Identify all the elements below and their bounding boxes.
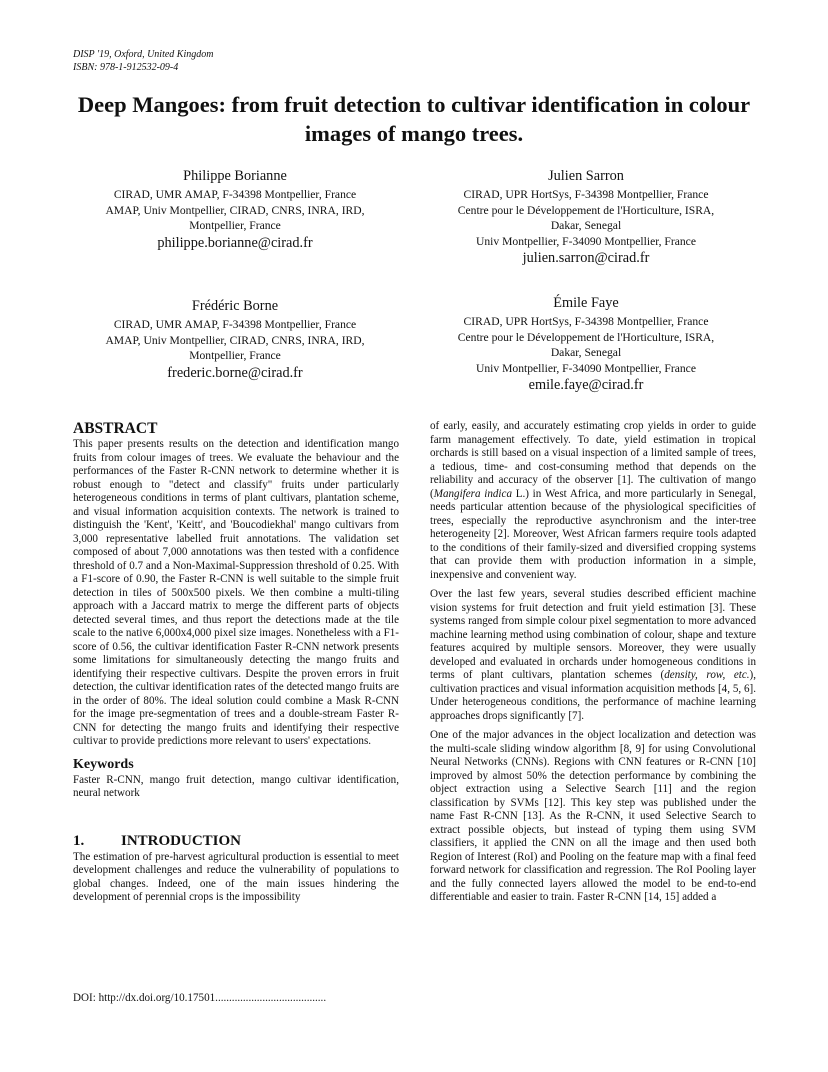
author-email: julien.sarron@cirad.fr [522,250,650,267]
author-block [421,167,751,267]
author-affiliation-line: Centre pour le Développement de l'Horticulture, ISRA, [457,330,715,344]
author-block [70,167,400,252]
author-affiliation-line: CIRAD, UPR HortSys, F-34398 Montpellier, France [463,315,709,328]
paper-title: Deep Mangoes: from fruit detection to cultivar identification in colour images of mango trees. [77,92,751,146]
introduction-heading [73,833,399,850]
author-affiliation-line: Dakar, Senegal [550,346,622,360]
author-affiliation-line: Univ Montpellier, F-34090 Montpellier, France [476,234,696,248]
italic-text: density, row, etc. [664,669,750,681]
running-header [73,48,213,74]
author-name: Frédéric Borne [191,298,279,314]
introduction-paragraph: Over the last few years, several studies described efficient machine vision systems for fruit detection and fruit yield estimation [3]. These systems ranged from simple colour pixel segmentation to more advanced machine learning method using combination of colour, shape and texture features acquired by multiple sensors. Moreover, they were usually developed and evaluated in orchards under homogeneous conditions in terms of plant cultivars, plantation schemes (density, row, etc.), cultivation practices and visual information acquisition methods [4, 5, 6]. Under heterogeneous conditions, the performance of machine learning approaches drops significantly [7]. [430,588,756,722]
author-email: frederic.borne@cirad.fr [167,364,303,381]
author-email: emile.faye@cirad.fr [528,377,644,394]
author-affiliation-line: CIRAD, UMR AMAP, F-34398 Montpellier, France [113,318,357,331]
author-name: Émile Faye [553,295,619,311]
author-block [70,297,400,382]
author-name: Julien Sarron [548,168,624,184]
author-name: Philippe Borianne [183,168,287,184]
introduction-paragraph: One of the major advances in the object localization and detection was the multi-scale sliding window algorithm [8, 9] for using Convolutional Neural Networks (CNNs). Regions with CNN features or R-CNN [10] improved by almost 50% the detection performance by combining the object extraction using a Selective Search [11] and the region classification by SVMs [12]. This key step was published under the name Fast R-CNN [13]. As the R-CNN, it used Selective Search to extract possible objects, but instead of typing them using SVM classifiers, it applied the CNN on all the image and then used both Region of Interest (RoI) and Pooling on the feature map with a final feed forward network for classification and regression. The RoI Pooling layer and the fully connected layers allowed the model to be end-to-end differentiable and easier to train. Faster R-CNN [14, 15] added a [430,729,756,903]
author-email: philippe.borianne@cirad.fr [157,234,313,251]
keywords-heading: Keywords [73,756,134,772]
conference-line: DISP '19, Oxford, United Kingdom [73,49,214,60]
author-affiliation-line: Montpellier, France [189,349,281,363]
author-affiliation-line: Dakar, Senegal [550,219,622,233]
author-affiliation-line: Centre pour le Développement de l'Horticulture, ISRA, [457,203,715,217]
author-affiliation-line: Univ Montpellier, F-34090 Montpellier, France [476,361,696,375]
abstract-heading: ABSTRACT [73,420,158,437]
species-name: Mangifera indica [433,487,512,500]
author-affiliation-line: CIRAD, UPR HortSys, F-34398 Montpellier, France [463,188,709,201]
author-affiliation-line: CIRAD, UMR AMAP, F-34398 Montpellier, France [113,188,357,201]
right-column [430,420,756,911]
isbn-line: ISBN: 978-1-912532-09-4 [73,62,179,73]
author-affiliation-line: AMAP, Univ Montpellier, CIRAD, CNRS, INRA, IRD, [105,333,365,347]
abstract-text: This paper presents results on the detection and identification mango fruits from colour images of trees. We evaluate the behaviour and the performances of the Faster R-CNN network to determine whether it is robust enough to "detect and classify" fruits under particularly heterogeneous conditions in terms of plant cultivars, plantation scheme, and visual information acquisition contexts. The network is trained to distinguish the 'Kent', 'Keitt', and 'Boucodiekhal' mango cultivars from 3,000 representative labelled fruit annotations. The validation set composed of about 7,000 annotations was then tested with a confidence threshold of 0.7 and a Non-Maximal-Suppression threshold of 0.25. With a F1-score of 0.90, the Faster R-CNN is well suitable to the simple fruit detection in tiles of 500x500 pixels. We then combine a multi-tiling approach with a Jaccard matrix to merge the different parts of objects detected several times, and thus report the detections made at the tile scale to the native 6,000x4,000 pixel size images. Nonetheless with a F1-score of 0.56, the cultivar identification Faster R-CNN network presents some limitations for simultaneously detecting the mango fruits and identifying their respective cultivars. Despite the proven errors in fruit detection, the cultivar identification rates of the detected mango fruits are in the order of 80%. The ideal solution could combine a Mask R-CNN for the image pre-segmentation of trees and a double-stream Faster R-CNN for detecting the mango fruits and identifying their respective cultivar to provide predictions more relevant to users' expectations. [73,438,399,747]
author-block [421,294,751,394]
section-title: INTRODUCTION [121,832,242,849]
keywords-text: Faster R-CNN, mango fruit detection, mango cultivar identification, neural network [73,773,399,799]
introduction-paragraph: The estimation of pre-harvest agricultural production is essential to meet development challenges and reduce the vulnerability of populations to global changes. Indeed, one of the main issues hindering the development of perennial crops is the impossibility [73,850,399,903]
doi-footer: DOI: http://dx.doi.org/10.17501........................................ [73,992,327,1004]
author-affiliation-line: AMAP, Univ Montpellier, CIRAD, CNRS, INRA, IRD, [105,203,365,217]
author-affiliation-line: Montpellier, France [189,219,281,233]
section-number: 1. [73,832,85,849]
introduction-paragraph-continued: of early, easily, and accurately estimating crop yields in order to guide farm management effectively. To date, yield estimation in tropical orchards is still based on a visual inspection of a limited sample of trees, a tedious, time- and cost-consuming method that depends on the reliability and accuracy of the observer [1]. The cultivation of mango (Mangifera indica L.) in West Africa, and more particularly in Senegal, needs particular attention because of the physiological specificities of trees, especially the reproductive asynchronism and the inter-tree heterogeneity [2]. Moreover, West African farmers require tools adapted to the conditions of their family-sized and diversified cropping systems that can provide them with production information in a simple, inexpensive and convenient way. [430,420,756,581]
left-column [73,420,399,911]
